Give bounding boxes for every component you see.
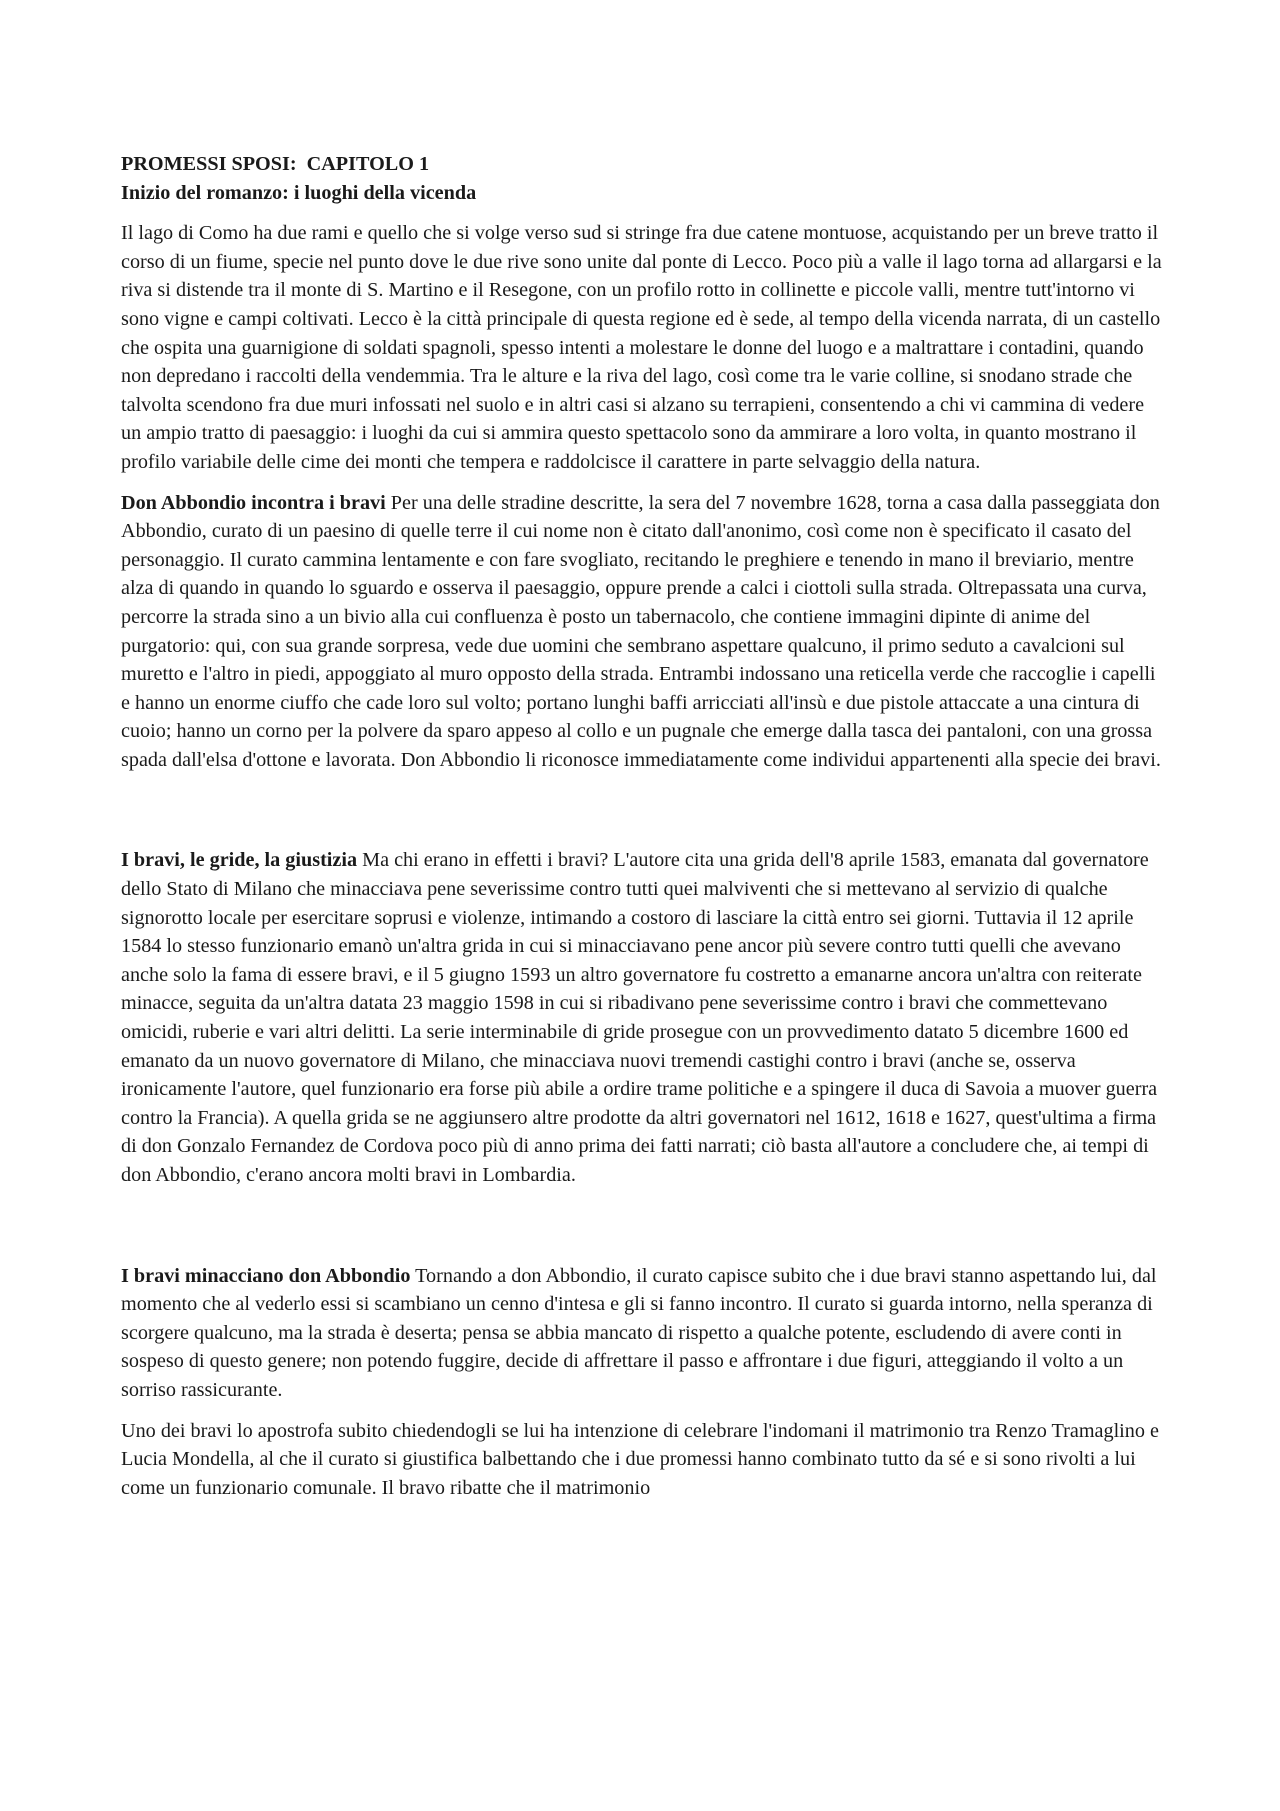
section-heading: I bravi, le gride, la giustizia <box>121 849 358 872</box>
section-heading: I bravi minacciano don Abbondio <box>121 1264 411 1287</box>
section-text: Ma chi erano in effetti i bravi? L'autore cita una grida dell'8 aprile 1583, emanata dal governatore dello Stato di Milano che minacciava pene severissime contro tutti quei malviventi che si mettevano al servizio di qualche signorotto locale per esercitare soprusi e violenze, intimando a costoro di lasciare la città entro sei giorni. Tuttavia il 12 aprile 1584 lo stesso funzionario emanò un'altra grida in cui si minacciavano pene ancor più severe contro tutti quelli che avevano anche solo la fama di essere bravi, e il 5 giugno 1593 un altro governatore fu costretto a emanarne ancora un'altra con reiterate minacce, seguita da un'altra datata 23 maggio 1598 in cui si ribadivano pene severissime contro i bravi che commettevano omicidi, ruberie e vari altri delitti. La serie interminabile di gride prosegue con un provvedimento datato 5 dicembre 1600 ed emanato da un nuovo governatore di Milano, che minacciava nuovi tremendi castighi contro i bravi (anche se, osserva ironicamente l'autore, quel funzionario era forse più abile a ordire trame politiche e a spingere il duca di Savoia a muover guerra contro la Francia). A quella grida se ne aggiunsero altre prodotte da altri governatori nel 1612, 1618 e 1627, quest'ultima a firma di don Gonzalo Fernandez de Cordova poco più di anno prima dei fatti narrati; ciò basta all'autore a concludere che, ai tempi di don Abbondio, c'erano ancora molti bravi in Lombardia. <box>121 849 1158 1186</box>
section-paragraph <box>121 489 1163 775</box>
section-text: Tornando a don Abbondio, il curato capisce subito che i due bravi stanno aspettando lui, dal momento che al vederlo essi si scambiano un cenno d'intesa e gli si fanno incontro. Il curato si guarda intorno, nella speranza di scorgere qualcuno, ma la strada è deserta; pensa se abbia mancato di rispetto a qualche potente, escludendo di avere conti in sospeso di questo genere; non potendo fuggire, decide di affrettare il passo e affrontare i due figuri, atteggiando il volto a un sorriso rassicurante. <box>121 1264 1157 1401</box>
intro-paragraph: Il lago di Como ha due rami e quello che si volge verso sud si stringe fra due catene montuose, acquistando per un breve tratto il corso di un fiume, specie nel punto dove le due rive sono unite dal ponte di Lecco. Poco più a valle il lago torna ad allargarsi e la riva si distende tra il monte di S. Martino e il Resegone, con un profilo rotto in collinette e piccole valli, mentre tutt'intorno vi sono vigne e campi coltivati. Lecco è la città principale di questa regione ed è sede, al tempo della vicenda narrata, di un castello che ospita una guarnigione di soldati spagnoli, spesso intenti a molestare le donne del luogo e a maltrattare i contadini, quando non depredano i raccolti della vendemmia. Tra le alture e la riva del lago, così come tra le varie colline, si snodano strade che talvolta scendono fra due muri infossati nel suolo e in altri casi si alzano su terrapieni, consentendo a chi vi cammina di vedere un ampio tratto di paesaggio: i luoghi da cui si ammira questo spettacolo sono da ammirare a loro volta, in quanto mostrano il profilo variabile delle cime dei monti che tempera e raddolcisce il carattere in parte selvaggio della natura. <box>121 222 1162 473</box>
document-page <box>121 150 1163 1502</box>
document-subtitle: Inizio del romanzo: i luoghi della vicenda <box>121 181 477 204</box>
final-paragraph: Uno dei bravi lo apostrofa subito chiedendogli se lui ha intenzione di celebrare l'indomani il matrimonio tra Renzo Tramaglino e Lucia Mondella, al che il curato si giustifica balbettando che i due promessi hanno combinato tutto da sé e si sono rivolti a lui come un funzionario comunale. Il bravo ribatte che il matrimonio <box>121 1419 1159 1499</box>
section-text: Per una delle stradine descritte, la sera del 7 novembre 1628, torna a casa dalla passeggiata don Abbondio, curato di un paesino di quelle terre il cui nome non è citato dall'anonimo, così come non è specificato il casato del personaggio. Il curato cammina lentamente e con fare svogliato, recitando le preghiere e tenendo in mano il breviario, mentre alza di quando in quando lo sguardo e osserva il paesaggio, oppure prende a calci i ciottoli sulla strada. Oltrepassata una curva, percorre la strada sino a un bivio alla cui confluenza è posto un tabernacolo, che contiene immagini dipinte di anime del purgatorio: qui, con sua grande sorpresa, vede due uomini che sembrano aspettare qualcuno, il primo seduto a cavalcioni sul muretto e l'altro in piedi, appoggiato al muro opposto della strada. Entrambi indossano una reticella verde che raccoglie i capelli e hanno un enorme ciuffo che cade loro sul volto; portano lunghi baffi arricciati all'insù e due pistole attaccate a una cintura di cuoio; hanno un corno per la polvere da sparo appeso al collo e un pugnale che emerge dalla tasca dei pantaloni, con una grossa spada dall'elsa d'ottone e lavorata. Don Abbondio li riconosce immediatamente come individui appartenenti alla specie dei bravi. <box>121 491 1161 771</box>
section-paragraph <box>121 846 1163 1189</box>
document-title: PROMESSI SPOSI: CAPITOLO 1 <box>121 153 430 175</box>
section-paragraph <box>121 1262 1163 1405</box>
section-heading: Don Abbondio incontra i bravi <box>121 491 386 514</box>
